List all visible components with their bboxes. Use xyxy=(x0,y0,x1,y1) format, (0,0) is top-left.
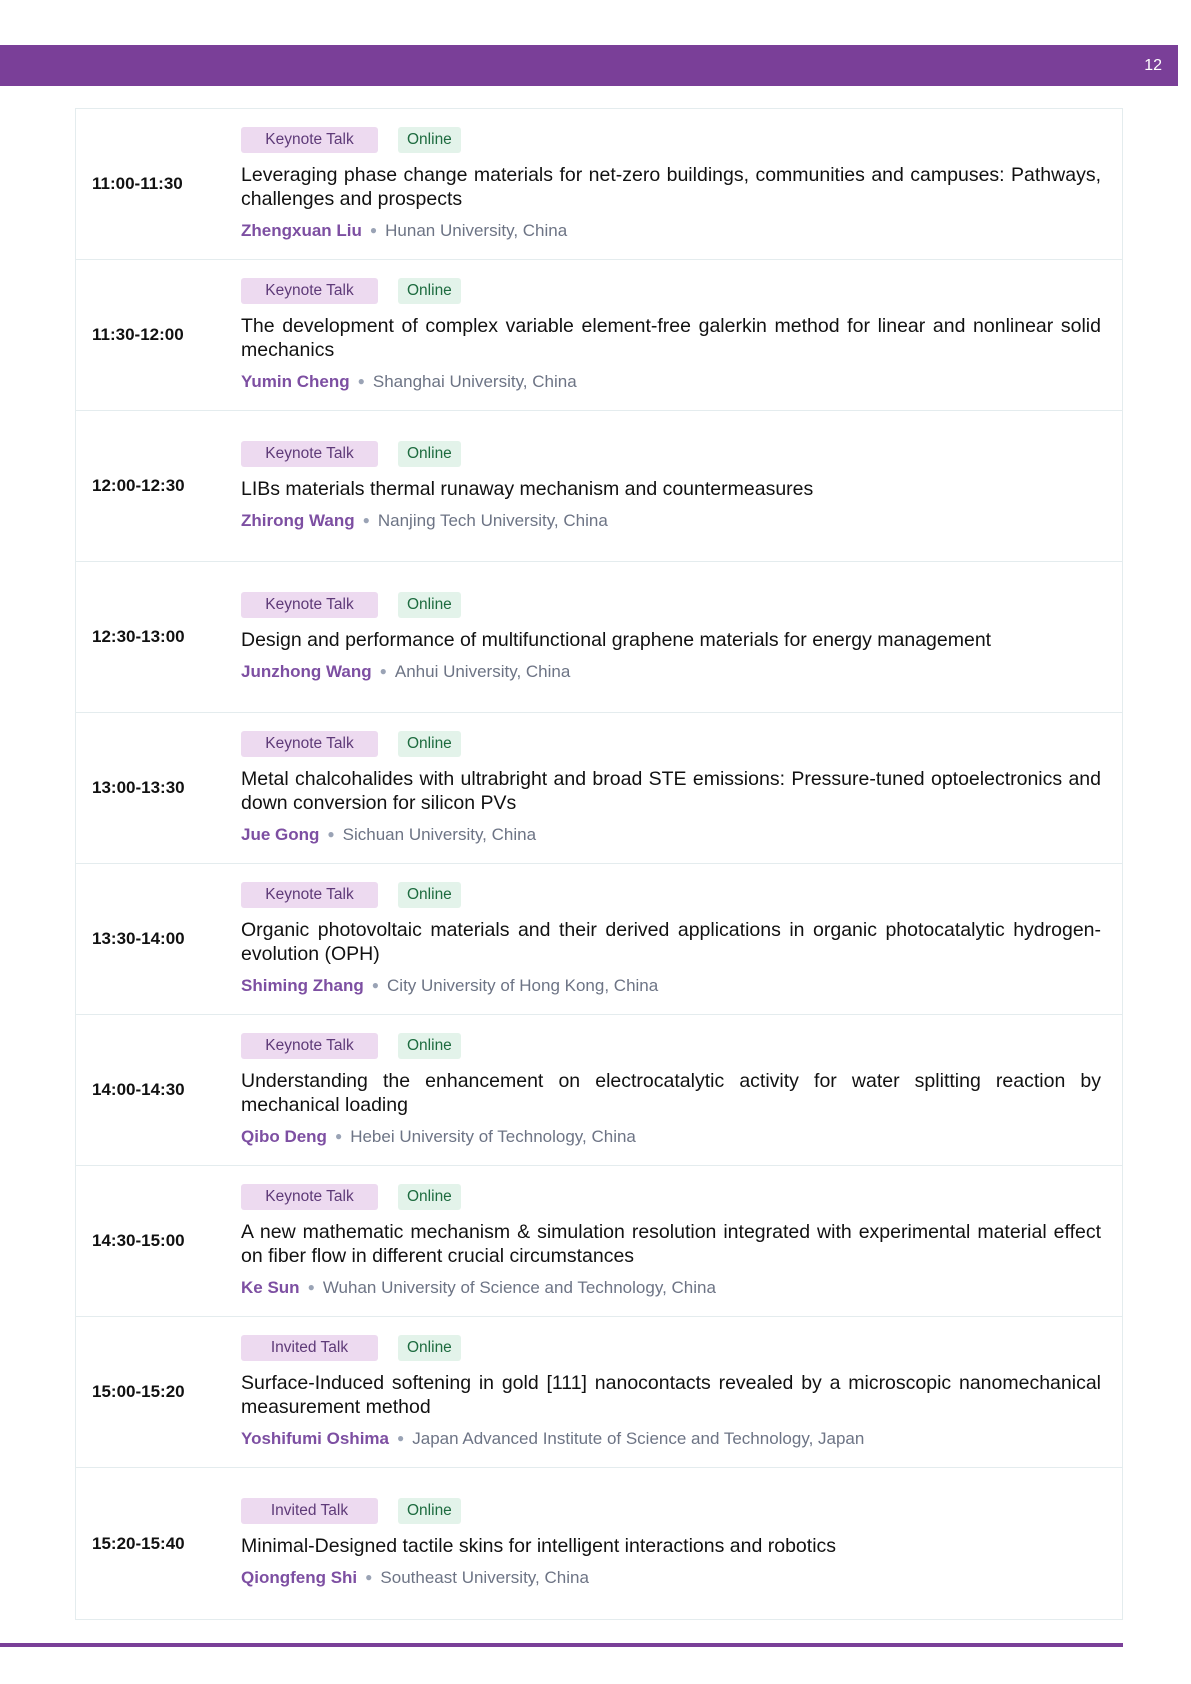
session-row xyxy=(76,1317,1122,1468)
header-bar xyxy=(0,45,1178,86)
session-tags xyxy=(241,1184,1101,1210)
online-badge: Online xyxy=(398,1184,461,1210)
speaker-name: Zhengxuan Liu xyxy=(241,220,362,240)
session-tags xyxy=(241,592,1101,618)
session-time: 13:30-14:00 xyxy=(92,929,185,948)
online-badge: Online xyxy=(398,882,461,908)
separator-dot-icon: ● xyxy=(327,826,335,841)
speaker-line xyxy=(241,1427,1101,1450)
speaker-affiliation: Shanghai University, China xyxy=(372,371,577,391)
online-badge: Online xyxy=(398,127,461,153)
session-row xyxy=(76,1015,1122,1166)
speaker-name: Junzhong Wang xyxy=(241,661,372,681)
session-time: 12:30-13:00 xyxy=(92,627,185,646)
session-tags xyxy=(241,882,1101,908)
session-content xyxy=(241,713,1101,863)
session-row xyxy=(76,1468,1122,1619)
session-content xyxy=(241,562,1101,712)
session-time: 15:20-15:40 xyxy=(92,1533,185,1553)
speaker-affiliation: Anhui University, China xyxy=(394,661,571,681)
talk-title: The development of complex variable element-free galerkin method for linear and nonlinear solid mechanics xyxy=(241,314,1101,361)
session-content xyxy=(241,260,1101,410)
talk-type-badge: Keynote Talk xyxy=(241,278,378,304)
session-time: 15:00-15:20 xyxy=(92,1382,185,1401)
session-row xyxy=(76,864,1122,1015)
session-time: 11:00-11:30 xyxy=(92,174,183,193)
session-content xyxy=(241,109,1101,259)
talk-title: Organic photovoltaic materials and their derived applications in organic photocatalytic hydrogen-evolution (OPH) xyxy=(241,918,1101,965)
talk-title: Surface-Induced softening in gold [111] nanocontacts revealed by a microscopic nanomechanical measurement method xyxy=(241,1371,1101,1418)
speaker-affiliation: Sichuan University, China xyxy=(342,824,537,844)
speaker-line xyxy=(241,370,1101,393)
speaker-affiliation: Wuhan University of Science and Technology, China xyxy=(322,1277,716,1297)
session-content xyxy=(241,1317,1101,1467)
session-time: 12:00-12:30 xyxy=(92,476,185,495)
session-tags xyxy=(241,1498,1101,1524)
separator-dot-icon: ● xyxy=(369,222,378,237)
schedule-table xyxy=(75,108,1123,1620)
talk-title: Metal chalcohalides with ultrabright and broad STE emissions: Pressure-tuned optoelectronics and down conversion for silicon PVs xyxy=(241,767,1101,814)
session-content xyxy=(241,864,1101,1014)
talk-type-badge: Invited Talk xyxy=(241,1335,378,1361)
session-content xyxy=(241,1468,1101,1619)
session-time: 11:30-12:00 xyxy=(92,325,184,344)
session-tags xyxy=(241,1033,1101,1059)
session-time: 14:30-15:00 xyxy=(92,1231,185,1250)
separator-dot-icon: ● xyxy=(379,663,387,678)
session-row xyxy=(76,260,1122,411)
talk-type-badge: Keynote Talk xyxy=(241,592,378,618)
session-tags xyxy=(241,441,1101,467)
session-row xyxy=(76,562,1122,713)
footer-rule xyxy=(0,1643,1123,1647)
speaker-name: Zhirong Wang xyxy=(241,510,355,530)
talk-title: Design and performance of multifunctional graphene materials for energy management xyxy=(241,628,992,651)
online-badge: Online xyxy=(398,278,461,304)
speaker-name: Yoshifumi Oshima xyxy=(241,1428,389,1448)
talk-title: Minimal-Designed tactile skins for intelligent interactions and robotics xyxy=(241,1535,837,1557)
separator-dot-icon: ● xyxy=(357,373,365,388)
speaker-name: Jue Gong xyxy=(241,824,320,844)
online-badge: Online xyxy=(398,731,461,757)
online-badge: Online xyxy=(398,441,461,467)
talk-type-badge: Keynote Talk xyxy=(241,1033,378,1059)
separator-dot-icon: ● xyxy=(365,1570,373,1584)
speaker-line xyxy=(241,1566,1101,1589)
online-badge: Online xyxy=(398,592,461,618)
talk-type-badge: Keynote Talk xyxy=(241,731,378,757)
talk-type-badge: Keynote Talk xyxy=(241,127,378,153)
online-badge: Online xyxy=(398,1335,461,1361)
session-time: 13:00-13:30 xyxy=(92,778,185,797)
session-row xyxy=(76,109,1122,260)
talk-title: Leveraging phase change materials for net-zero buildings, communities and campuses: Pathways, challenges and prospects xyxy=(241,163,1101,210)
separator-dot-icon: ● xyxy=(307,1279,315,1294)
session-tags xyxy=(241,1335,1101,1361)
session-tags xyxy=(241,127,1101,153)
talk-title: Understanding the enhancement on electrocatalytic activity for water splitting reaction by mechanical loading xyxy=(241,1069,1101,1116)
speaker-line xyxy=(241,219,1101,242)
session-time: 14:00-14:30 xyxy=(92,1080,185,1099)
online-badge: Online xyxy=(398,1033,461,1059)
speaker-line xyxy=(241,1276,1101,1299)
page-number: 12 xyxy=(1144,57,1162,74)
session-tags xyxy=(241,731,1101,757)
session-content xyxy=(241,411,1101,561)
online-badge: Online xyxy=(398,1498,461,1524)
session-tags xyxy=(241,278,1101,304)
speaker-affiliation: Japan Advanced Institute of Science and Technology, Japan xyxy=(412,1428,865,1448)
speaker-line xyxy=(241,509,1101,532)
speaker-name: Qiongfeng Shi xyxy=(241,1568,358,1587)
session-row xyxy=(76,411,1122,562)
speaker-line xyxy=(241,823,1101,846)
talk-type-badge: Keynote Talk xyxy=(241,882,378,908)
speaker-affiliation: Nanjing Tech University, China xyxy=(377,510,608,530)
speaker-affiliation: Southeast University, China xyxy=(380,1568,589,1587)
separator-dot-icon: ● xyxy=(334,1128,343,1143)
separator-dot-icon: ● xyxy=(371,977,380,992)
speaker-name: Shiming Zhang xyxy=(241,975,364,995)
session-content xyxy=(241,1015,1101,1165)
speaker-line xyxy=(241,660,1101,683)
speaker-line xyxy=(241,1125,1101,1148)
talk-type-badge: Keynote Talk xyxy=(241,441,378,467)
speaker-affiliation: Hebei University of Technology, China xyxy=(350,1126,636,1146)
session-row xyxy=(76,713,1122,864)
session-row xyxy=(76,1166,1122,1317)
speaker-name: Yumin Cheng xyxy=(241,371,350,391)
speaker-name: Ke Sun xyxy=(241,1277,300,1297)
speaker-affiliation: Hunan University, China xyxy=(385,220,568,240)
separator-dot-icon: ● xyxy=(362,512,370,527)
separator-dot-icon: ● xyxy=(397,1430,405,1445)
session-content xyxy=(241,1166,1101,1316)
talk-type-badge: Invited Talk xyxy=(241,1498,378,1524)
speaker-affiliation: City University of Hong Kong, China xyxy=(387,975,659,995)
talk-title: A new mathematic mechanism & simulation resolution integrated with experimental material effect on fiber flow in different crucial circumstances xyxy=(241,1220,1101,1267)
talk-type-badge: Keynote Talk xyxy=(241,1184,378,1210)
speaker-line xyxy=(241,974,1101,997)
speaker-name: Qibo Deng xyxy=(241,1126,327,1146)
talk-title: LIBs materials thermal runaway mechanism and countermeasures xyxy=(241,477,814,500)
